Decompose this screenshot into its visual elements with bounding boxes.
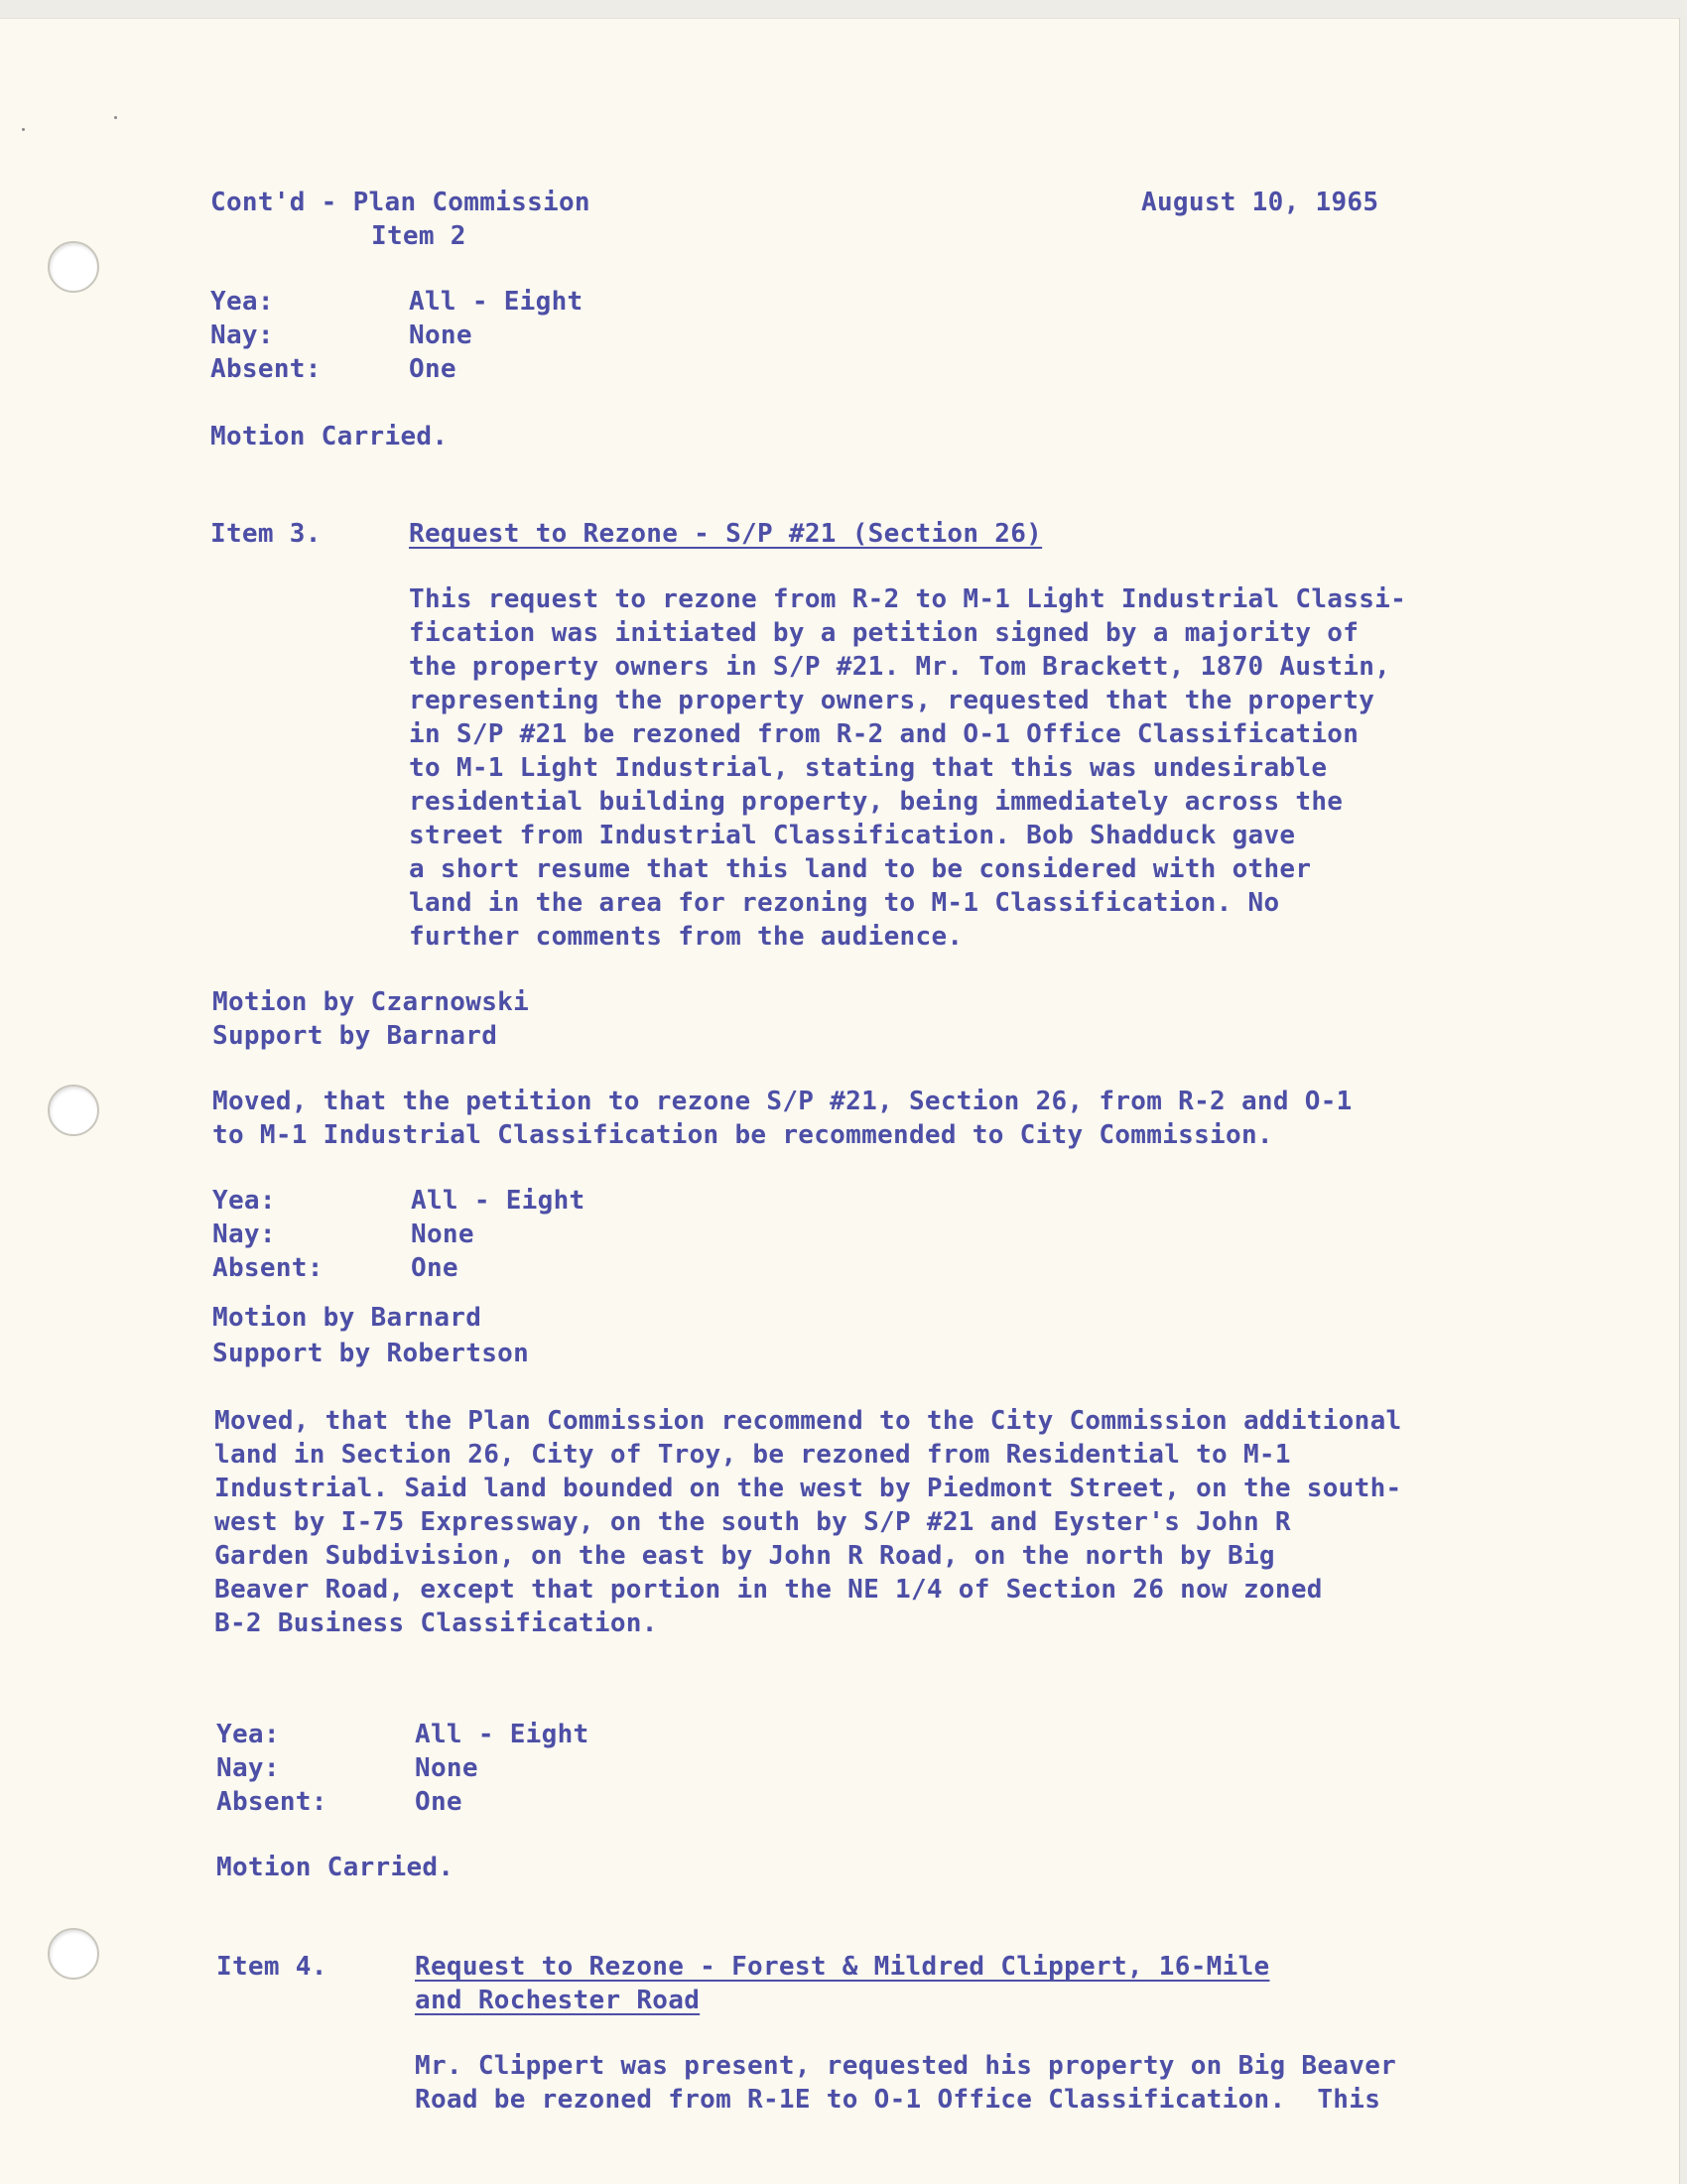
moved-2-line: Garden Subdivision, on the east by John R Road, on the north by Big bbox=[214, 1541, 1275, 1571]
moved-2-line: land in Section 26, City of Troy, be rezoned from Residential to M-1 bbox=[214, 1440, 1291, 1470]
document-page bbox=[0, 18, 1680, 2184]
nay-label: Nay: bbox=[212, 1220, 276, 1249]
moved-2-line: Beaver Road, except that portion in the NE 1/4 of Section 26 now zoned bbox=[214, 1575, 1323, 1605]
body-line: street from Industrial Classification. Bob Shadduck gave bbox=[409, 821, 1296, 850]
body-line: a short resume that this land to be considered with other bbox=[409, 854, 1312, 884]
yea-label: Yea: bbox=[212, 1186, 276, 1216]
body-line: residential building property, being immediately across the bbox=[409, 787, 1344, 817]
absent-value: One bbox=[411, 1253, 458, 1283]
body-line: the property owners in S/P #21. Mr. Tom Brackett, 1870 Austin, bbox=[409, 652, 1391, 682]
moved-1-line: Moved, that the petition to rezone S/P #21, Section 26, from R-2 and O-1 bbox=[212, 1087, 1353, 1116]
body-line: further comments from the audience. bbox=[409, 922, 964, 952]
moved-2-line: Industrial. Said land bounded on the west by Piedmont Street, on the south- bbox=[214, 1474, 1402, 1503]
nay-value: None bbox=[409, 321, 472, 350]
header-item: Item 2 bbox=[371, 221, 466, 251]
body-line: fication was initiated by a petition signed by a majority of bbox=[409, 618, 1360, 648]
support-by-1: Support by Barnard bbox=[212, 1021, 498, 1051]
absent-value: One bbox=[409, 354, 456, 384]
item4-body-line: Mr. Clippert was present, requested his property on Big Beaver bbox=[415, 2051, 1397, 2081]
body-line: representing the property owners, requested that the property bbox=[409, 686, 1375, 715]
motion-carried-1: Motion Carried. bbox=[210, 422, 449, 451]
yea-value: All - Eight bbox=[411, 1186, 585, 1216]
header-date: August 10, 1965 bbox=[1141, 188, 1379, 217]
yea-label: Yea: bbox=[210, 287, 274, 317]
item4-title-line1: Request to Rezone - Forest & Mildred Clippert, 16-Mile bbox=[415, 1952, 1270, 1982]
moved-2-line: west by I-75 Expressway, on the south by S/P #21 and Eyster's John R bbox=[214, 1507, 1291, 1537]
item4-title-line2: and Rochester Road bbox=[415, 1986, 701, 2015]
motion-carried-2: Motion Carried. bbox=[216, 1853, 454, 1882]
binder-hole-1 bbox=[48, 241, 99, 293]
item3-title: Request to Rezone - S/P #21 (Section 26) bbox=[409, 519, 1043, 549]
body-line: in S/P #21 be rezoned from R-2 and O-1 Office Classification bbox=[409, 719, 1360, 749]
yea-value: All - Eight bbox=[415, 1720, 589, 1749]
nay-label: Nay: bbox=[216, 1753, 280, 1783]
body-line: This request to rezone from R-2 to M-1 Light Industrial Classi- bbox=[409, 584, 1407, 614]
binder-hole-3 bbox=[48, 1928, 99, 1980]
item3-number: Item 3. bbox=[210, 519, 322, 549]
item4-body-line: Road be rezoned from R-1E to O-1 Office Classification. This bbox=[415, 2085, 1381, 2115]
body-line: to M-1 Light Industrial, stating that this was undesirable bbox=[409, 753, 1328, 783]
absent-label: Absent: bbox=[216, 1787, 327, 1817]
absent-label: Absent: bbox=[210, 354, 322, 384]
body-line: land in the area for rezoning to M-1 Classification. No bbox=[409, 888, 1280, 918]
absent-label: Absent: bbox=[212, 1253, 324, 1283]
motion-by-1: Motion by Czarnowski bbox=[212, 987, 530, 1017]
support-by-2: Support by Robertson bbox=[212, 1339, 530, 1368]
paper-speck bbox=[114, 116, 117, 119]
absent-value: One bbox=[415, 1787, 462, 1817]
nay-value: None bbox=[415, 1753, 478, 1783]
yea-value: All - Eight bbox=[409, 287, 584, 317]
yea-label: Yea: bbox=[216, 1720, 280, 1749]
moved-1-line: to M-1 Industrial Classification be recommended to City Commission. bbox=[212, 1120, 1273, 1150]
nay-value: None bbox=[411, 1220, 474, 1249]
nay-label: Nay: bbox=[210, 321, 274, 350]
moved-2-line: Moved, that the Plan Commission recommend to the City Commission additional bbox=[214, 1406, 1402, 1436]
moved-2-line: B-2 Business Classification. bbox=[214, 1608, 658, 1638]
binder-hole-2 bbox=[48, 1085, 99, 1136]
paper-speck bbox=[22, 128, 25, 131]
motion-by-2: Motion by Barnard bbox=[212, 1303, 482, 1333]
item4-number: Item 4. bbox=[216, 1952, 327, 1982]
header-title: Cont'd - Plan Commission bbox=[210, 188, 590, 217]
